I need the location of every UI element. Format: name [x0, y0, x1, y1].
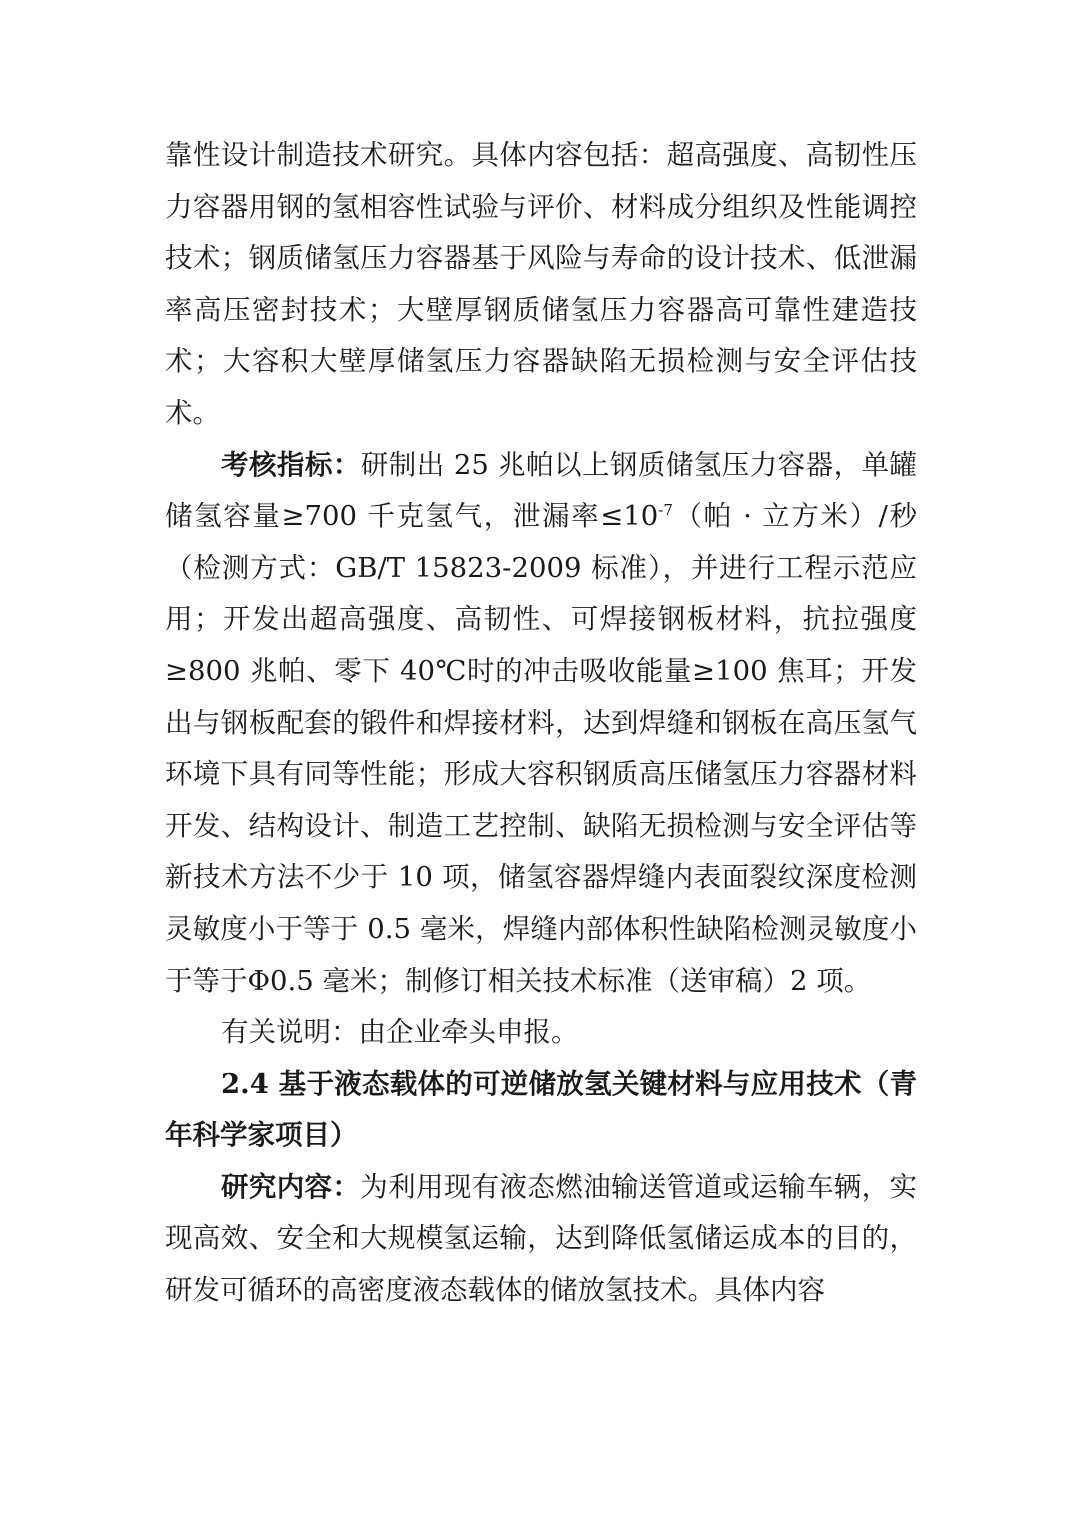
- research-content-text: 为利用现有液态燃油输送管道或运输车辆，实现高效、安全和大规模氢运输，达到降低氢储运成本的目的，研发可循环的高密度液态载体的储放氢技术。具体内容: [165, 1170, 918, 1307]
- assessment-indicators-label: 考核指标：: [221, 448, 361, 481]
- assessment-indicators-text-b: （帕 · 立方米）/秒（检测方式：GB/T 15823-2009 标准），并进行工程示范应用；开发出超高强度、高韧性、可焊接钢板材料，抗拉强度≥800 兆帕、零下 40℃时的冲击吸收能量≥100 焦耳；开发出与钢板配套的锻件和焊接材料，达到焊缝和钢板在高压氢气环境下具有同等性能；形成大容积钢质高压储氢压力容器材料开发、结构设计、制造工艺控制、缺陷无损检测与安全评估等新技术方法不少于 10 项，储氢容器焊缝内表面裂纹深度检测灵敏度小于等于 0.5 毫米，焊缝内部体积性缺陷检测灵敏度小于等于Φ0.5 毫米；制修订相关技术标准（送审稿）2 项。: [165, 500, 917, 997]
- assessment-indicators-paragraph: [165, 440, 917, 1008]
- research-content-label: 研究内容：: [221, 1170, 361, 1203]
- document-page: [165, 130, 917, 1317]
- research-content-paragraph: [165, 1162, 917, 1317]
- research-content-continued-paragraph: 靠性设计制造技术研究。具体内容包括：超高强度、高韧性压力容器用钢的氢相容性试验与评价、材料成分组织及性能调控技术；钢质储氢压力容器基于风险与寿命的设计技术、低泄漏率高压密封技术；大壁厚钢质储氢压力容器高可靠性建造技术；大容积大壁厚储氢压力容器缺陷无损检测与安全评估技术。: [165, 139, 917, 429]
- leak-rate-exponent: -7: [658, 501, 673, 519]
- section-heading: 2.4 基于液态载体的可逆储放氢关键材料与应用技术（青年科学家项目）: [165, 1067, 917, 1152]
- assessment-indicators-text-a: 研制出 25 兆帕以上钢质储氢压力容器，单罐储氢容量≥700 千克氢气，泄漏率≤10: [165, 448, 917, 533]
- notes-paragraph: 有关说明：由企业牵头申报。: [221, 1016, 579, 1049]
